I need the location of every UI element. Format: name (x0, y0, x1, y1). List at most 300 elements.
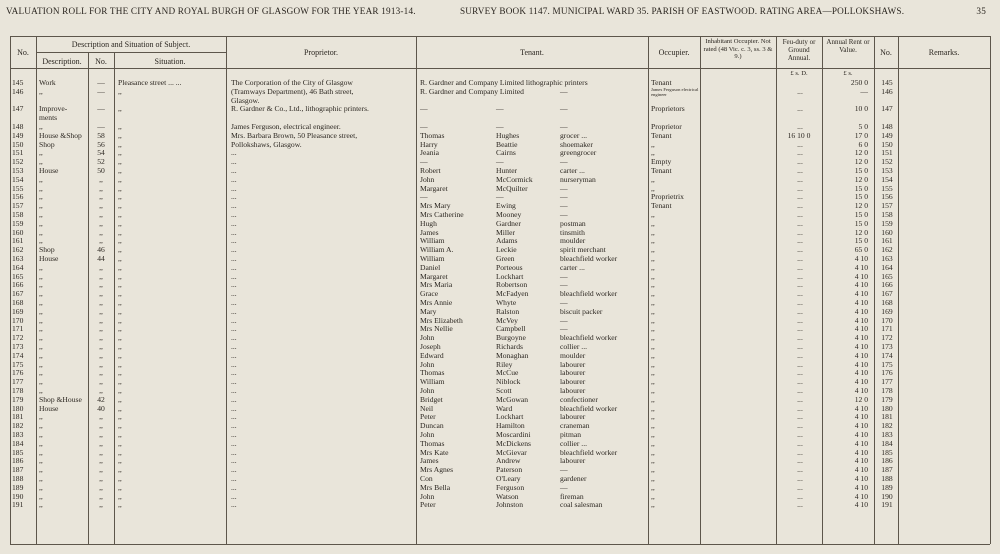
entry-inhabitant: ... (797, 342, 803, 351)
entry-no-right: 175 (881, 359, 893, 369)
entry-annual-value: 15 0 (854, 236, 868, 246)
entry-description: ,, (39, 412, 43, 422)
entry-house-no: ,, (99, 500, 103, 510)
entry-situation: ,, (118, 227, 122, 237)
entry-situation: ,, (118, 201, 122, 211)
entry-inhabitant: ... (797, 333, 803, 343)
entry-situation: ,, (118, 289, 122, 299)
entry-proprietor: ... (231, 333, 237, 343)
entry-tenant-last: McGowan (496, 394, 529, 404)
entry-house-no: 52 (97, 157, 105, 167)
entry-situation: ,, (118, 500, 122, 510)
col-rule (874, 36, 875, 544)
entry-inhabitant: ... (797, 324, 803, 334)
entry-tenant-occupation: bleachfield worker (560, 403, 618, 413)
entry-proprietor: (Tramways Department), 46 Bath street, (231, 86, 354, 96)
entry-description: ,, (39, 157, 43, 167)
entry-annual-value: 15 0 (854, 183, 868, 193)
entry-situation: ,, (118, 456, 122, 466)
entry-annual-value: 65 0 (854, 245, 868, 255)
col-no: No. (17, 48, 29, 57)
entry-proprietor: ... (231, 245, 237, 255)
entry-inhabitant: ... (797, 412, 803, 422)
entry-proprietor: ... (231, 254, 237, 263)
entry-no: 152 (12, 157, 24, 167)
entry-occupier: ,, (651, 236, 655, 246)
entry-house-no: 40 (97, 403, 105, 413)
entry-annual-value: 12 0 (854, 157, 868, 167)
entry-no-right: 176 (881, 368, 893, 378)
entry-proprietor: James Ferguson, electrical engineer. (231, 122, 341, 131)
entry-house-no: ,, (99, 227, 103, 237)
col-description: Description. (42, 57, 82, 66)
entry-description: ,, (39, 201, 43, 211)
entry-tenant-first: Jeania (420, 148, 439, 158)
entry-inhabitant: ... (797, 403, 803, 413)
entry-occupier: Proprietrix (651, 192, 684, 202)
entry-tenant-first: Mrs Elizabeth (420, 315, 463, 325)
page-number: 35 (976, 6, 986, 16)
entry-annual-value: 250 0 (850, 78, 868, 87)
entry-house-no: ,, (99, 368, 103, 378)
entry-no-right: 174 (881, 350, 893, 360)
entry-inhabitant: ... (797, 386, 803, 395)
entry-house-no: ,, (99, 386, 103, 395)
entry-situation: ,, (118, 254, 122, 263)
entry-tenant-first: Robert (420, 166, 441, 175)
entry-proprietor: ... (231, 236, 237, 246)
entry-annual-value: 10 0 (854, 104, 868, 114)
entry-occupier: Tenant (651, 78, 672, 87)
entry-description: ,, (39, 333, 43, 343)
entry-tenant-last: Niblock (496, 377, 521, 387)
entry-house-no: ,, (99, 289, 103, 299)
entry-inhabitant: ... (797, 315, 803, 325)
entry-no-right: 164 (881, 262, 893, 272)
entry-tenant-occupation: bleachfield worker (560, 333, 618, 343)
entry-tenant-first: William (420, 377, 445, 387)
entry-tenant-last: Paterson (496, 465, 523, 475)
entry-no-right: 183 (881, 430, 893, 439)
entry-description: ,, (39, 262, 43, 272)
entry-tenant-last: Porteous (496, 262, 523, 272)
entry-no: 155 (12, 183, 24, 193)
col-desc-group: Description and Situation of Subject. (71, 40, 191, 49)
entry-annual-value: 4 10 (854, 386, 868, 395)
entry-tenant-occupation: grocer ... (560, 130, 587, 140)
entry-annual-value: 4 10 (854, 412, 868, 422)
entry-proprietor: ... (231, 447, 237, 457)
entry-annual-value: 4 10 (854, 342, 868, 351)
entry-situation: ,, (118, 210, 122, 219)
entry-no-right: 190 (881, 491, 893, 501)
entry-house-no: ,, (99, 280, 103, 290)
col-tenant: Tenant. (520, 48, 544, 57)
entry-annual-value: 4 10 (854, 254, 868, 263)
entry-tenant-last: Cairns (496, 148, 516, 158)
entry-tenant-occupation: pitman (560, 430, 582, 439)
entry-description: ,, (39, 183, 43, 193)
entry-tenant-occupation: — (560, 122, 568, 131)
entry-occupier: ,, (651, 447, 655, 457)
entry-tenant-occupation: — (560, 183, 568, 193)
entry-no-right: 163 (881, 254, 893, 263)
entry-inhabitant: ... (797, 210, 803, 219)
entry-inhabitant: ... (797, 359, 803, 369)
entry-annual-value: 4 10 (854, 280, 868, 290)
entry-tenant-first: Thomas (420, 130, 445, 140)
entry-inhabitant: ... (797, 438, 803, 448)
entry-annual-value: 4 10 (854, 430, 868, 439)
entry-annual-value: 15 0 (854, 166, 868, 175)
entry-tenant-last: Ralston (496, 306, 520, 316)
entry-description: ,, (39, 359, 43, 369)
entry-occupier: ,, (651, 430, 655, 439)
col-rule (416, 36, 417, 544)
entry-proprietor: ... (231, 201, 237, 211)
entry-tenant-occupation: gardener (560, 474, 587, 483)
entry-house-no: ,, (99, 438, 103, 448)
entry-no-right: 162 (881, 245, 893, 255)
entry-inhabitant: ... (797, 262, 803, 272)
entry-annual-value: 4 10 (854, 324, 868, 334)
entry-tenant-last: Mooney (496, 210, 522, 219)
entry-tenant-occupation: spirit merchant (560, 245, 606, 255)
entry-no: 153 (12, 166, 24, 175)
entry-annual-value: 17 0 (854, 130, 868, 140)
entry-proprietor: ... (231, 465, 237, 475)
entry-annual-value: 4 10 (854, 456, 868, 466)
entry-no: 160 (12, 227, 24, 237)
entry-tenant-occupation: — (560, 201, 568, 211)
entry-situation: ,, (118, 333, 122, 343)
entry-proprietor: ... (231, 500, 237, 510)
entry-no-right: 157 (881, 201, 893, 211)
entry-tenant-first: Mrs Catherine (420, 210, 464, 219)
entry-tenant-first: James (420, 227, 439, 237)
entry-house-no: ,, (99, 315, 103, 325)
entry-no: 188 (12, 474, 24, 483)
entry-house-no: ,, (99, 210, 103, 219)
entry-description: ,, (39, 377, 43, 387)
entry-no-right: 148 (881, 122, 893, 131)
entry-situation: ,, (118, 421, 122, 431)
entry-tenant-last: Ferguson (496, 482, 525, 492)
entry-no: 179 (12, 394, 24, 404)
entry-situation: ,, (118, 271, 122, 281)
entry-occupier: ,, (651, 139, 655, 149)
entry-tenant-first: — (420, 104, 428, 114)
entry-tenant-occupation: postman (560, 218, 586, 228)
entry-tenant-occupation: bleachfield worker (560, 289, 618, 299)
entry-proprietor: ... (231, 342, 237, 351)
entry-tenant-occupation: labourer (560, 412, 586, 422)
entry-tenant-last: McGievar (496, 447, 527, 457)
entry-inhabitant: ... (797, 148, 803, 158)
entry-tenant-first: Mrs Nellie (420, 324, 453, 334)
entry-tenant-first: Bridget (420, 394, 443, 404)
entry-tenant-first: Margaret (420, 271, 448, 281)
col-inhabitant: Inhabitant Occupier. Not rated (48 Vic. c. 3, ss. 3 & 9.) (703, 38, 773, 61)
entry-tenant-first: Harry (420, 139, 438, 149)
entry-inhabitant: ... (797, 245, 803, 255)
entry-tenant-occupation: — (560, 280, 568, 290)
entry-tenant-first: James (420, 456, 439, 466)
entry-situation: ,, (118, 236, 122, 246)
entry-no: 186 (12, 456, 24, 466)
entry-house-no: 46 (97, 245, 105, 255)
entry-annual-value: 4 10 (854, 333, 868, 343)
entry-no-right: 153 (881, 166, 893, 175)
entry-no-right: 188 (881, 474, 893, 483)
entry-no: 172 (12, 333, 24, 343)
col-situation: Situation. (154, 57, 186, 66)
entry-proprietor: ... (231, 210, 237, 219)
entry-no-right: 181 (881, 412, 893, 422)
entry-situation: ,, (118, 491, 122, 501)
entry-annual-value: 4 10 (854, 315, 868, 325)
entry-situation: ,, (118, 148, 122, 158)
entry-no: 165 (12, 271, 24, 281)
col-rule (36, 36, 37, 544)
entry-description: ,, (39, 210, 43, 219)
entry-no: 191 (12, 500, 24, 510)
entry-inhabitant: ... (797, 201, 803, 211)
entry-house-no: 58 (97, 130, 105, 140)
entry-house-no: — (97, 78, 105, 87)
entry-no: 167 (12, 289, 24, 299)
entry-proprietor: ... (231, 289, 237, 299)
entry-tenant-occupation: coal salesman (560, 500, 603, 510)
entry-occupier: ,, (651, 210, 655, 219)
entry-tenant-last: Miller (496, 227, 515, 237)
entry-occupier: ,, (651, 342, 655, 351)
entry-situation: ,, (118, 86, 122, 96)
entry-proprietor: ... (231, 298, 237, 307)
entry-no: 164 (12, 262, 24, 272)
entry-occupier: ,, (651, 280, 655, 290)
entry-proprietor: ... (231, 456, 237, 466)
entry-proprietor: ... (231, 174, 237, 184)
entry-no-right: 177 (881, 377, 893, 387)
entry-no-right: 147 (881, 104, 893, 114)
entry-situation: ,, (118, 122, 122, 131)
entry-tenant-occupation: nurseryman (560, 174, 596, 184)
entry-description: ,, (39, 447, 43, 457)
entry-no-right: 185 (881, 447, 893, 457)
entry-description: ,, (39, 324, 43, 334)
entry-house-no: ,, (99, 447, 103, 457)
entry-tenant-first: Mrs Maria (420, 280, 453, 290)
entry-tenant-occupation: shoemaker (560, 139, 593, 149)
entry-description: ,, (39, 456, 43, 466)
entry-annual-value: 4 10 (854, 306, 868, 316)
entry-tenant-last: McQuilter (496, 183, 528, 193)
entry-no: 148 (12, 122, 24, 131)
entry-tenant-occupation: craneman (560, 421, 590, 431)
entry-situation: ,, (118, 394, 122, 404)
col-occupier: Occupier. (658, 48, 690, 57)
entry-description: ,, (39, 474, 43, 483)
entry-no: 174 (12, 350, 24, 360)
entry-proprietor: Pollokshaws, Glasgow. (231, 139, 302, 149)
entry-occupier: ,, (651, 368, 655, 378)
entry-description: Work (39, 78, 56, 87)
entry-occupier: ,, (651, 298, 655, 307)
entry-no-right: 165 (881, 271, 893, 281)
entry-tenant-first: Daniel (420, 262, 441, 272)
entry-no: 163 (12, 254, 24, 263)
entry-inhabitant: ... (797, 192, 803, 202)
entry-inhabitant: ... (797, 122, 803, 131)
table-top-rule (10, 36, 990, 37)
entry-description: ,, (39, 227, 43, 237)
entry-tenant-occupation: bleachfield worker (560, 254, 618, 263)
entry-situation: ,, (118, 104, 122, 114)
entry-situation: ,, (118, 174, 122, 184)
entry-situation: ,, (118, 368, 122, 378)
entry-annual-value: 4 10 (854, 482, 868, 492)
entry-tenant-last: — (496, 192, 504, 202)
entry-proprietor: ... (231, 359, 237, 369)
entry-tenant-last: Scott (496, 386, 512, 395)
entry-situation: Pleasance street ... ... (118, 78, 182, 87)
entry-situation: ,, (118, 306, 122, 316)
col-rule (226, 36, 227, 544)
col-rule (822, 36, 823, 544)
entry-situation: ,, (118, 377, 122, 387)
entry-house-no: ,, (99, 359, 103, 369)
entry-annual-value: 5 0 (858, 122, 868, 131)
entry-no: 147 (12, 104, 24, 114)
entry-description: ,, (39, 298, 43, 307)
entry-description: ,, (39, 342, 43, 351)
entry-tenant-first: — (420, 192, 428, 202)
entry-proprietor: ... (231, 412, 237, 422)
entry-inhabitant: ... (797, 139, 803, 149)
entry-occupier: ,, (651, 386, 655, 395)
entry-occupier: Tenant (651, 201, 672, 211)
entry-tenant-last: Andrew (496, 456, 521, 466)
entry-tenant-last: McCormick (496, 174, 533, 184)
entry-occupier: ,, (651, 306, 655, 316)
entry-no: 190 (12, 491, 24, 501)
entry-tenant-occupation: tinsmith (560, 227, 585, 237)
entry-no-right: 170 (881, 315, 893, 325)
entry-annual-value: 4 10 (854, 421, 868, 431)
entry-tenant-first: — (420, 157, 428, 167)
entry-occupier: ,, (651, 183, 655, 193)
entry-house-no: 50 (97, 166, 105, 175)
entry-description: ments (39, 113, 58, 123)
entry-tenant-last: — (496, 122, 504, 131)
entry-tenant-occupation: labourer (560, 368, 586, 378)
entry-inhabitant: ... (797, 368, 803, 378)
entry-house-no: ,, (99, 465, 103, 475)
entry-proprietor: ... (231, 421, 237, 431)
entry-inhabitant: ... (797, 491, 803, 501)
entry-tenant-last: Ward (496, 403, 513, 413)
entry-proprietor: R. Gardner & Co., Ltd., lithographic printers. (231, 104, 369, 114)
survey-info: SURVEY BOOK 1147. MUNICIPAL WARD 35. PARISH OF EASTWOOD. RATING AREA—POLLOKSHAWS. (460, 6, 905, 16)
entry-no: 146 (12, 86, 24, 96)
entry-annual-value: 4 10 (854, 491, 868, 501)
entry-tenant-first: Mrs Bella (420, 482, 451, 492)
entry-annual-value: 15 0 (854, 218, 868, 228)
entry-no: 170 (12, 315, 24, 325)
entry-annual-value: 12 0 (854, 174, 868, 184)
entry-no: 161 (12, 236, 24, 246)
entry-description: ,, (39, 218, 43, 228)
entry-description: House (39, 403, 59, 413)
entry-occupier: ,, (651, 474, 655, 483)
entry-house-no: ,, (99, 236, 103, 246)
entry-tenant-occupation: carter ... (560, 166, 585, 175)
entry-inhabitant: ... (797, 271, 803, 281)
entry-proprietor: The Corporation of the City of Glasgow (231, 78, 353, 87)
entry-house-no: ,, (99, 421, 103, 431)
entry-tenant-first: John (420, 359, 435, 369)
entry-tenant-first: Mary (420, 306, 437, 316)
entry-no: 173 (12, 342, 24, 351)
entry-occupier: ,, (651, 482, 655, 492)
entry-proprietor: ... (231, 368, 237, 378)
entry-tenant-last: Hunter (496, 166, 518, 175)
entry-no-right: 184 (881, 438, 893, 448)
entry-proprietor: ... (231, 183, 237, 193)
col-no-right: No. (880, 48, 892, 57)
entry-annual-value: 4 10 (854, 350, 868, 360)
entry-occupier: ,, (651, 174, 655, 184)
col-remarks: Remarks. (928, 48, 960, 57)
entry-inhabitant: ... (797, 474, 803, 483)
entry-occupier: Proprietor (651, 122, 682, 131)
entry-inhabitant: ... (797, 430, 803, 439)
entry-situation: ,, (118, 166, 122, 175)
entry-tenant-occupation: labourer (560, 456, 586, 466)
entry-tenant-occupation: biscuit packer (560, 306, 603, 316)
entry-no: 156 (12, 192, 24, 202)
entry-description: Shop (39, 245, 55, 255)
entry-house-no: ,, (99, 324, 103, 334)
entry-house-no: 56 (97, 139, 105, 149)
entry-proprietor: ... (231, 482, 237, 492)
entry-inhabitant: ... (797, 166, 803, 175)
entry-situation: ,, (118, 298, 122, 307)
entry-tenant-last: Campbell (496, 324, 526, 334)
entry-description: ,, (39, 306, 43, 316)
entry-proprietor: ... (231, 377, 237, 387)
entry-no-right: 182 (881, 421, 893, 431)
entry-tenant-last: Adams (496, 236, 518, 246)
entry-proprietor: ... (231, 157, 237, 167)
entry-occupier: Tenant (651, 166, 672, 175)
entry-tenant-last: Robertson (496, 280, 528, 290)
entry-description: ,, (39, 368, 43, 378)
entry-tenant-occupation: moulder (560, 350, 586, 360)
entry-tenant-first: Neil (420, 403, 434, 413)
entry-house-no: ,, (99, 474, 103, 483)
entry-tenant-first: Duncan (420, 421, 444, 431)
entry-no-right: 186 (881, 456, 893, 466)
col-rule (700, 36, 701, 544)
entry-no: 145 (12, 78, 24, 87)
entry-description: ,, (39, 236, 43, 246)
entry-inhabitant: ... (797, 218, 803, 228)
entry-no: 158 (12, 210, 24, 219)
entry-inhabitant: ... (797, 456, 803, 466)
entry-proprietor: ... (231, 218, 237, 228)
